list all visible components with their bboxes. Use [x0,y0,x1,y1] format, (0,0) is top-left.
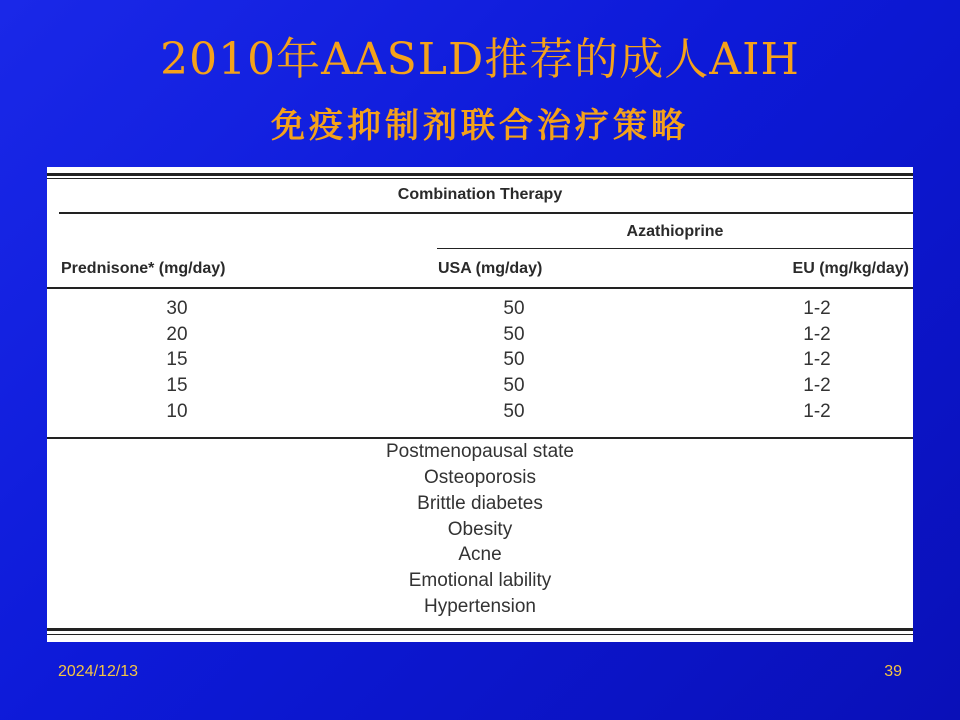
condition-item: Postmenopausal state [385,441,574,462]
cell-eu: 1-2 [803,324,831,345]
cell-usa: 50 [503,349,525,370]
header-rule [47,287,913,289]
condition-item: Acne [458,544,502,565]
group-header-azathioprine: Azathioprine [626,223,724,240]
cell-prednisone: 20 [166,324,188,345]
cell-eu: 1-2 [803,349,831,370]
body-rule [47,437,913,439]
cell-prednisone: 15 [166,349,188,370]
cell-usa: 50 [503,298,525,319]
therapy-table [47,167,913,642]
table-top-rule [47,173,913,176]
cell-eu: 1-2 [803,401,831,422]
cell-usa: 50 [503,324,525,345]
slide-title: 2010年AASLD推荐的成人AIH [160,34,800,85]
table-bottom-rule-thin [47,634,913,635]
condition-item: Emotional lability [408,570,552,591]
slide-subtitle: 免疫抑制剂联合治疗策略 [271,106,689,146]
condition-item: Brittle diabetes [417,493,543,514]
section-header: Combination Therapy [397,186,563,203]
cell-eu: 1-2 [803,375,831,396]
cell-eu: 1-2 [803,298,831,319]
cell-usa: 50 [503,375,525,396]
section-rule [59,212,913,214]
cell-prednisone: 10 [166,401,188,422]
table-bottom-rule [47,628,913,631]
cell-usa: 50 [503,401,525,422]
table-top-rule-thin [47,178,913,179]
condition-item: Obesity [447,519,513,540]
col-header-prednisone: Prednisone* (mg/day) [61,260,226,277]
slide-date: 2024/12/13 [58,663,139,680]
cell-prednisone: 30 [166,298,188,319]
col-header-eu: EU (mg/kg/day) [792,260,909,277]
col-header-usa: USA (mg/day) [438,260,543,277]
condition-item: Hypertension [424,596,536,617]
condition-item: Osteoporosis [424,467,536,488]
group-rule [437,248,913,249]
cell-prednisone: 15 [166,375,188,396]
slide-page-number: 39 [884,663,902,680]
